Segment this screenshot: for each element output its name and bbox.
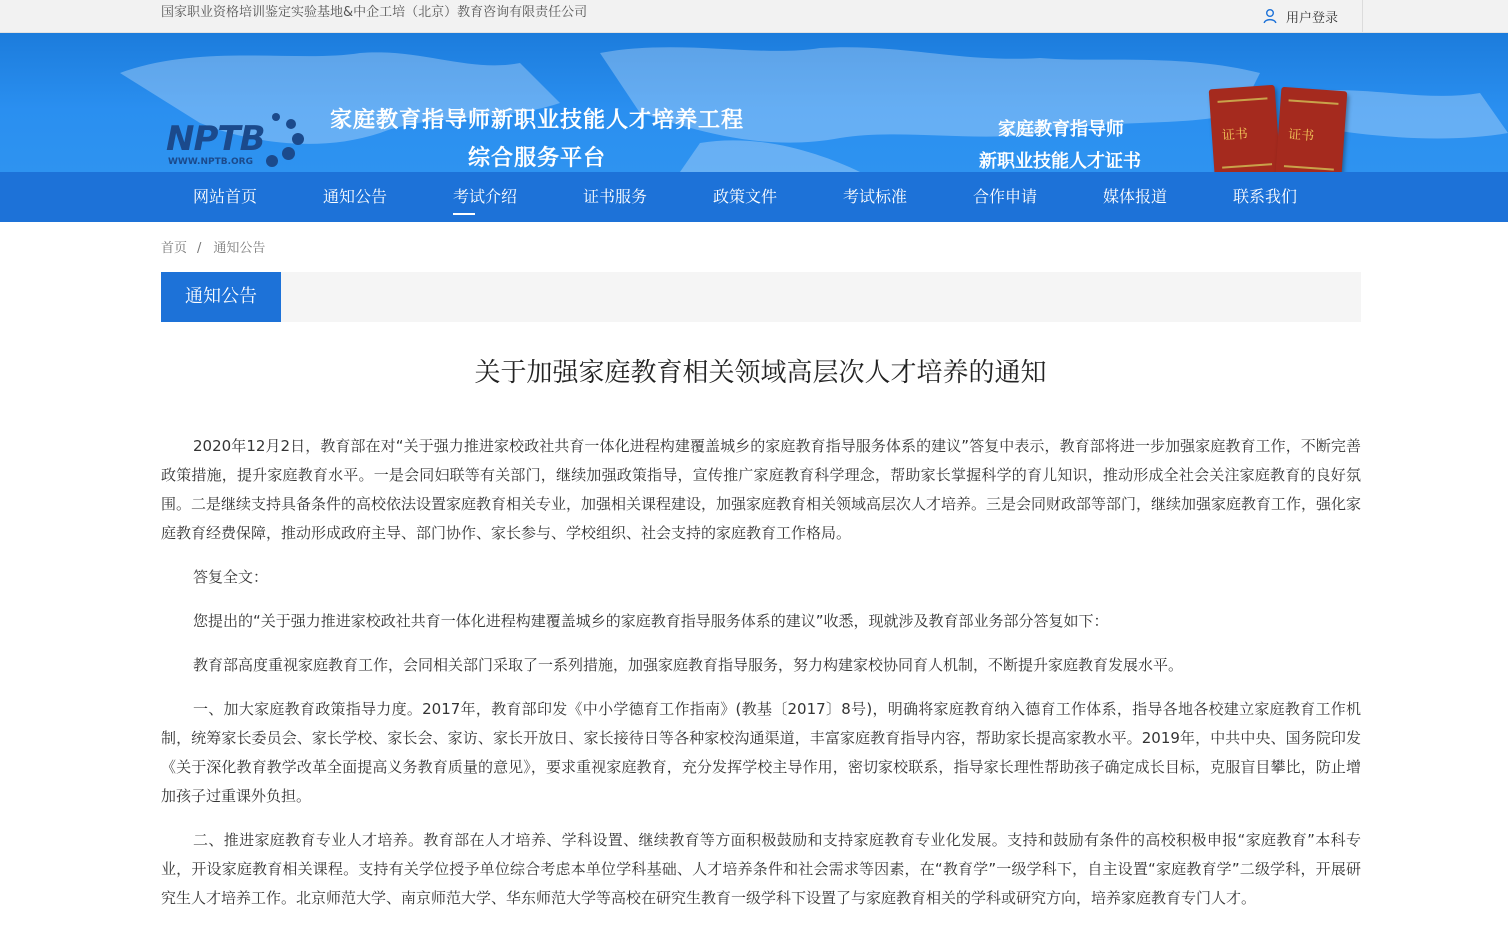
banner-title-line2: 综合服务平台 — [468, 146, 607, 171]
logo-dot — [292, 133, 304, 145]
logo-text: NPTB — [166, 119, 265, 159]
article-paragraph: 教育部高度重视家庭教育工作，会同相关部门采取了一系列措施，加强家庭教育指导服务，努力构建家校协同育人机制，不断提升家庭教育发展水平。 — [193, 656, 1184, 674]
certificate-book-left — [1209, 85, 1282, 172]
breadcrumb-current[interactable]: 通知公告 — [213, 241, 266, 256]
logo-dot — [266, 155, 278, 167]
article-paragraph: 您提出的“关于强力推进家校政社共育一体化进程构建覆盖城乡的家庭教育指导服务体系的建议”收悉，现就涉及教育部业务部分答复如下： — [193, 612, 1109, 630]
nav-item-contact[interactable]: 联系我们 — [1233, 187, 1298, 206]
book-trim — [1289, 99, 1339, 104]
article-paragraph: 2020年12月2日，教育部在对“关于强力推进家校政社共育一体化进程构建覆盖城乡的家庭教育指导服务体系的建议”答复中表示，教育部将进一步加强家庭教育工作，不断完善政策措施，提升家庭教育水平。一是会同妇联等有关部门，继续加强政策指导，宣传推广家庭教育科学理念，帮助家长掌握科学的育儿知识，推动形成全社会关注家庭教育的良好氛围。二是继续支持具备条件的高校依法设置家庭教育相关专业，加强相关课程建设，加强家庭教育相关领域高层次人才培养。三是会同财政部等部门，继续加强家庭教育工作，强化家庭教育经费保障，推动形成政府主导、部门协作、家长参与、学校组织、社会支持的家庭教育工作格局。 — [161, 437, 1362, 542]
user-login-label: 用户登录 — [1286, 10, 1339, 26]
nav-item-exam-standard[interactable]: 考试标准 — [843, 187, 908, 206]
nav-item-media[interactable]: 媒体报道 — [1103, 187, 1168, 206]
logo-dot — [286, 119, 296, 129]
nav-item-notices[interactable]: 通知公告 — [323, 187, 388, 206]
nav-item-certificate[interactable]: 证书服务 — [583, 187, 648, 206]
company-name: 国家职业资格培训鉴定实验基地&中企工培（北京）教育咨询有限责任公司 — [161, 5, 588, 20]
nptb-logo[interactable] — [166, 103, 311, 172]
article-paragraph: 答复全文： — [193, 568, 269, 586]
nav-item-cooperation[interactable]: 合作申请 — [973, 187, 1038, 206]
section-header — [161, 272, 1361, 322]
breadcrumb — [161, 237, 265, 256]
banner-title-line1: 家庭教育指导师新职业技能人才培养工程 — [330, 108, 745, 133]
breadcrumb-separator: / — [197, 241, 202, 256]
book-trim — [1222, 163, 1272, 168]
section-tab-notices[interactable]: 通知公告 — [161, 272, 281, 322]
certificate-title-line2: 新职业技能人才证书 — [979, 151, 1141, 172]
certificate-book-right — [1275, 87, 1348, 172]
nav-item-policy[interactable]: 政策文件 — [713, 187, 778, 206]
logo-dot — [272, 113, 280, 121]
book-trim — [1284, 165, 1334, 170]
certificate-title-line1: 家庭教育指导师 — [998, 119, 1124, 140]
main-nav — [0, 172, 1508, 222]
logo-dot — [282, 147, 295, 160]
logo-subtext: WWW.NPTB.ORG — [168, 157, 253, 167]
article-paragraph: 二、推进家庭教育专业人才培养。教育部在人才培养、学科设置、继续教育等方面积极鼓励和支持家庭教育专业化发展。支持和鼓励有条件的高校积极申报“家庭教育”本科专业，开设家庭教育相关课程。支持有关学位授予单位综合考虑本单位学科基础、人才培养条件和社会需求等因素，在“教育学”一级学科下，自主设置“家庭教育学”二级学科，开展研究生人才培养工作。北京师范大学、南京师范大学、华东师范大学等高校在研究生教育一级学科下设置了与家庭教育相关的学科或研究方向，培养家庭教育专门人才。 — [161, 831, 1361, 907]
article-paragraph: 一、加大家庭教育政策指导力度。2017年，教育部印发《中小学德育工作指南》(教基〔2017〕8号)，明确将家庭教育纳入德育工作体系，指导各地各校建立家庭教育工作机制，统筹家长委员会、家长学校、家长会、家访、家长开放日、家长接待日等各种家校沟通渠道，丰富家庭教育指导内容，帮助家长提高家教水平。2019年，中共中央、国务院印发《关于深化教育教学改革全面提高义务教育质量的意见》，要求重视家庭教育，充分发挥学校主导作用，密切家校联系，指导家长理性帮助孩子确定成长目标，克服盲目攀比，防止增加孩子过重课外负担。 — [161, 700, 1361, 805]
site-banner — [0, 33, 1508, 172]
certificate-book-text: 证书 — [1221, 126, 1249, 144]
article-title: 关于加强家庭教育相关领域高层次人才培养的通知 — [474, 358, 1047, 388]
article-body — [161, 432, 1361, 928]
user-login-link[interactable] — [1262, 0, 1363, 32]
user-icon — [1262, 8, 1278, 24]
nav-item-home[interactable]: 网站首页 — [193, 187, 258, 206]
breadcrumb-home[interactable]: 首页 — [161, 241, 188, 256]
book-trim — [1217, 97, 1267, 102]
nav-item-exam-intro[interactable]: 考试介绍 — [453, 187, 518, 206]
nav-active-indicator — [453, 213, 475, 215]
certificate-book-text: 证书 — [1287, 127, 1315, 145]
top-bar — [0, 0, 1508, 33]
